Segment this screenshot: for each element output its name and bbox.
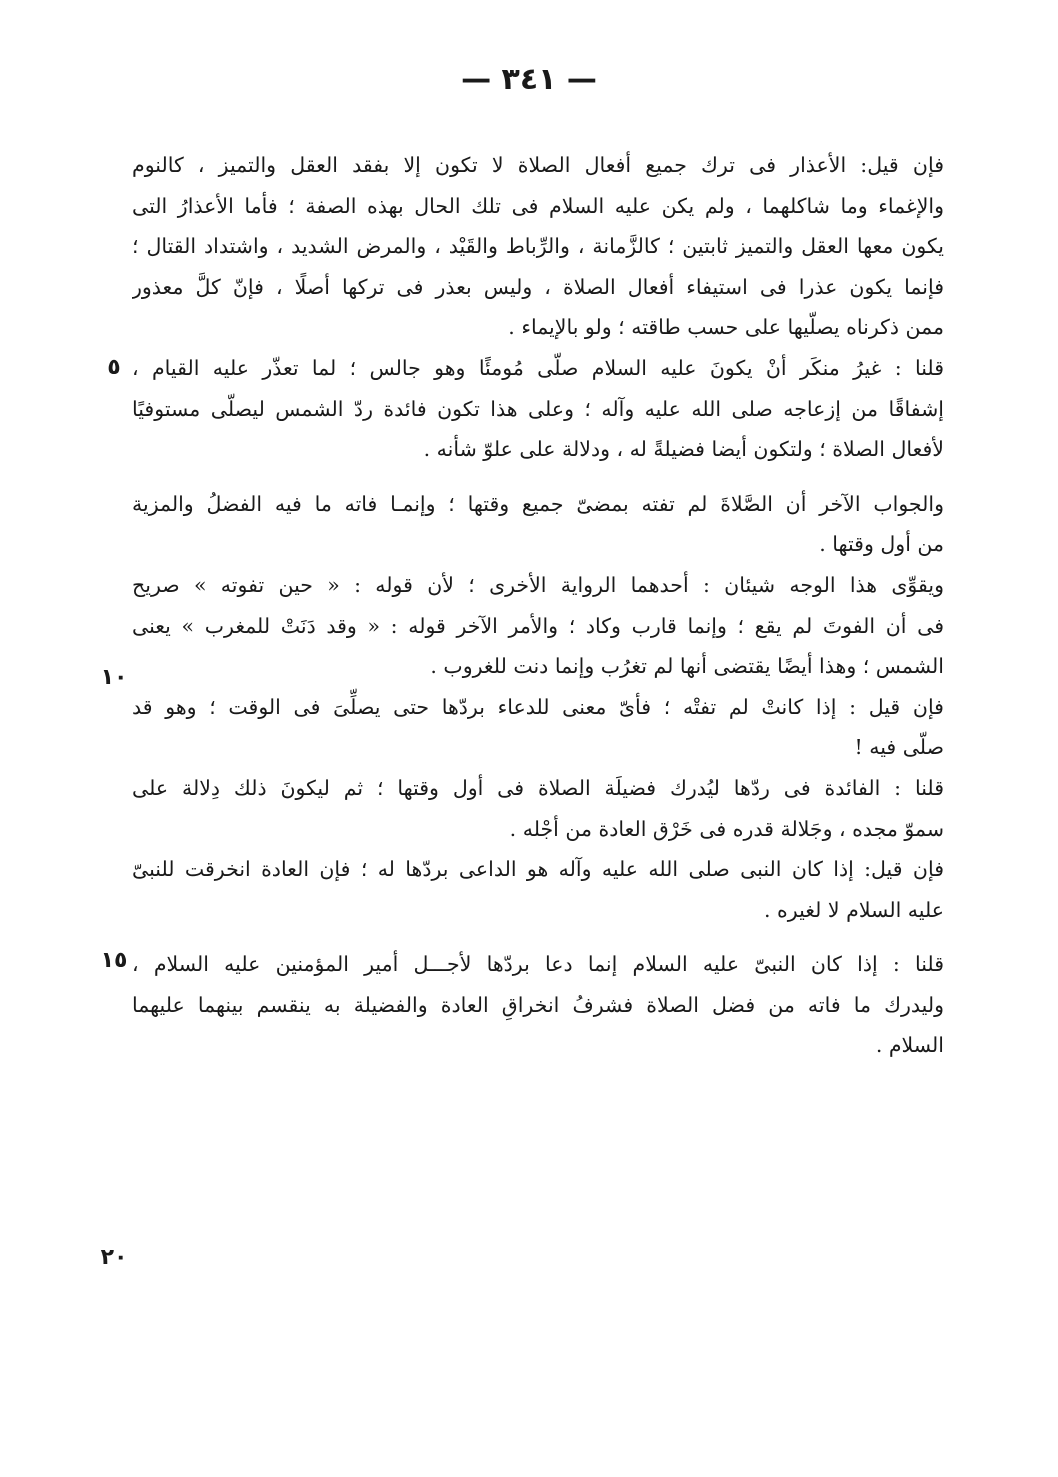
text-line: قلنا : غيرُ منكَر أنْ يكونَ عليه السلام صلّى مُومئًا وهو جالس ؛ لما تعذّر عليه القيام ، [132,355,944,380]
text-line: صلّى فيه ! [854,735,944,760]
line-marker-15: ١٥ [100,948,128,973]
text-line: ويقوِّى هذا الوجه شيئان : أحدهما الرواية الأخرى ؛ لأن قوله : « حين تفوته » صريح [132,572,944,597]
text-line: عليه السلام لا لغيره . [764,897,944,922]
line-marker-20: ٢٠ [100,1245,128,1270]
text-line: إشفاقًا من إزعاجه صلى الله عليه وآله ؛ وعلى هذا تكون فائدة ردّ الشمس ليصلّى مستوفيًا [132,396,944,421]
text-line: يكون معها العقل والتميز ثابتين ؛ كالزَّمانة ، والرِّباط والقَيْد ، والمرض الشديد ، واشتداد القتال ؛ [132,234,944,259]
paragraph-gap [132,470,944,484]
text-line: سموّ مجده ، وجَلالة قدره فى خَرْق العادة من أجْله . [509,816,944,841]
text-line: والجواب الآخر أن الصَّلاةَ لم تفته بمضىّ جميع وقتها ؛ وإنمـا فاته ما فيه الفضلُ والمزية [132,491,944,516]
line-marker-10: ١٠ [100,665,128,690]
text-line: فإن قيل : إذا كانتْ لم تفتْه ؛ فأىّ معنى للدعاء بردّها حتى يصلِّىَ فى الوقت ؛ وهو قد [132,694,944,719]
text-line: الشمس ؛ وهذا أيضًا يقتضى أنها لم تغرُب وإنما دنت للغروب . [430,654,944,679]
text-line: من أول وقتها . [819,532,944,557]
text-line: قلنا : إذا كان النبىّ عليه السلام إنما دعا بردّها لأجـــل أمير المؤمنين عليه السلام ، [132,952,944,977]
text-line: ممن ذكرناه يصلّيها على حسب طاقته ؛ ولو بالإيماء . [508,315,944,340]
text-line: فإن قيل: إذا كان النبى صلى الله عليه وآله هو الداعى بردّها له ؛ فإن العادة انخرقت للنبىّ [132,857,944,882]
text-line: والإغماء وما شاكلهما ، ولم يكن عليه السلام فى تلك الحال بهذه الصفة ؛ فأما الأعذارُ التى [132,193,944,218]
page-number: — ٣٤١ — [461,62,597,97]
text-line: وليدرك ما فاته من فضل الصلاة فشرفُ انخراقِ العادة والفضيلة به ينقسم بينهما عليهما [132,992,944,1017]
text-line: فإن قيل: الأعذار فى ترك جميع أفعال الصلاة لا تكون إلا بفقد العقل والتميز ، كالنوم [132,153,944,177]
text-line: فى أن الفوتَ لم يقع ؛ وإنما قارب وكاد ؛ والأمر الآخر قوله : « وقد دَنَتْ للمغرب » يعنى [132,613,944,638]
line-marker-5: ٥ [107,355,121,380]
text-line: فإنما يكون عذرا فى استيفاء أفعال الصلاة ، وليس بعذر فى تركها أصلًا ، فإنّ كلَّ معذور [132,274,944,299]
text-line: السلام . [875,1033,944,1058]
text-line: لأفعال الصلاة ؛ ولتكون أيضا فضيلةً له ، ودلالة على علوّ شأنه . [423,437,944,462]
paragraph-gap [132,930,944,944]
body-text [132,145,944,1066]
text-line: قلنا : الفائدة فى ردّها ليُدرك فضيلَة الصلاة فى أول وقتها ؛ ثم ليكونَ ذلك دِلالة على [132,775,944,800]
